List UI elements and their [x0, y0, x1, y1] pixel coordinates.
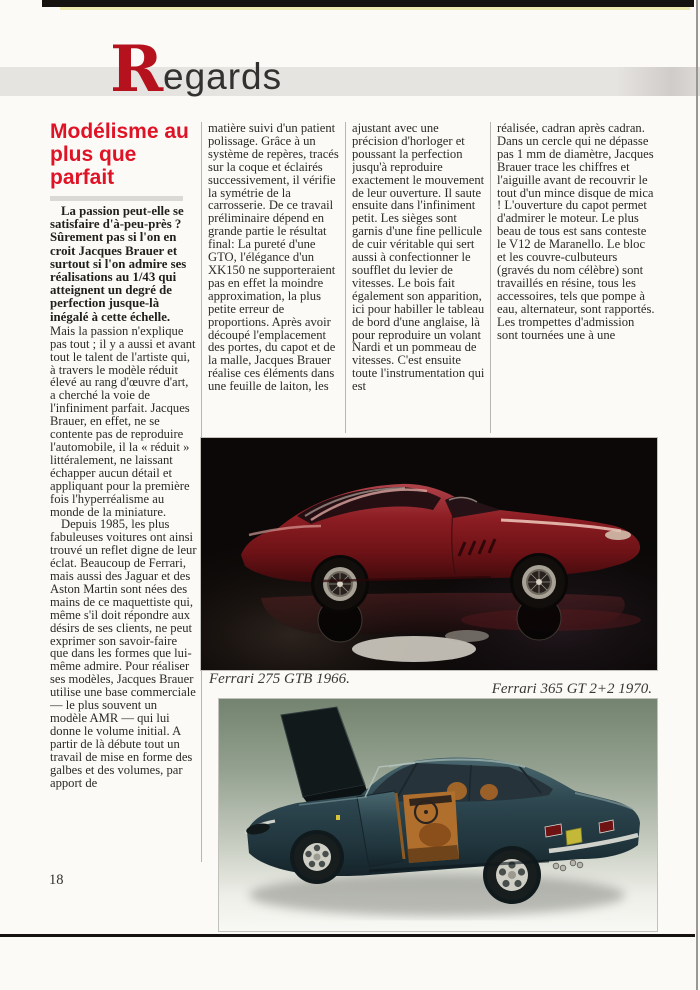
photo-ferrari-275-gtb — [200, 437, 658, 671]
page-number: 18 — [49, 872, 64, 888]
ferrari-275-illustration — [201, 438, 657, 670]
column-separator — [490, 122, 491, 433]
section-title: egards — [163, 56, 283, 97]
article-column-4: réalisée, cadran après cadran. Dans un cercle qui ne dépasse pas 1 mm de diamètre, Jacques Brauer trace les chiffres et l'aiguille avant de recouvrir le tout d'un mince disque de mica ! L'ouverture du capot permet d'admirer le moteur. Le plus beau de tous est sans conteste le V12 de Maranello. Le bloc et les couvre-culbuteurs (gravés du nom célèbre) sont travaillés en résine, tous les accessoires, tels que pompe à eau, alternateur, sont rapportés. Les trompettes d'admission sont tournées une à une — [497, 122, 655, 342]
article-column-2: matière suivi d'un patient polissage. Grâce à un système de repères, tracés sur la coque et éclairés successivement, il vérifie la symétrie de la carrosserie. De ce travail préliminaire dépend en grande partie le résultat final: La pureté d'une GTO, l'élégance d'un XK150 ne supporteraient pas en effet la moindre approximation, la plus petite erreur de proportions. Après avoir découpé l'emplacement des portes, du capot et de la malle, Jacques Brauer réalise ces éléments dans une feuille de laiton, les — [208, 122, 339, 394]
title-underline-rule — [50, 196, 183, 201]
article-title: Modélisme au plus que parfait — [50, 120, 189, 189]
article-intro: La passion peut-elle se satisfaire d'à-peu-près ? Sûrement pas si l'on en croit Jacques Brauer et surtout si l'on admire ses réalisations au 1/43 qui atteignent un degré de perfection jusque-là inégalé à cette échelle. — [50, 205, 187, 324]
column-separator — [345, 122, 346, 433]
article-paragraph: Mais la passion n'explique pas tout ; il y a aussi et avant tout le talent de l'artiste qui, à travers le modèle réduit élevé au rang d'œuvre d'art, a cherché la voie de l'infiniment parfait. Jacques Brauer, en effet, ne se contente pas de reproduire l'automobile, il la « réduit » littéralement, ne laissant échapper aucun détail et appliquant pour la première fois l'hyperréalisme au monde de la miniature. — [50, 323, 196, 519]
article-column-3: ajustant avec une précision d'horloger et poussant la perfection jusqu'à reproduire exactement le mouvement de leur ouverture. Il saute ensuite dans l'infiniment petit. Les sièges sont garnis d'une fine pellicule de cuir véritable qui sert aussi à confectionner le soufflet du levier de vitesses. Le bois fait également son apparition, ici pour habiller le tableau de bord d'une anglaise, là pour reproduire un volant Nardi et un pommeau de vitesses. C'est ensuite toute l'instrumentation qui est — [352, 122, 485, 394]
article-paragraph: Depuis 1985, les plus fabuleuses voitures ont ainsi trouvé un reflet digne de leur éclat. Beaucoup de Ferrari, mais aussi des Jaguar et des Aston Martin sont nées des mains de ce maquettiste qui, même s'il doit répondre aux désirs de ses clients, ne peut exprimer son savoir-faire que dans les formes que lui-même admire. Pour réaliser ses modèles, Jacques Brauer utilise une base commerciale — le plus souvent un modèle AMR — qui lui donne le volume initial. A partir de là débute tout un travail de mise en forme des galbes et des volumes, par apport de — [50, 517, 197, 790]
bottom-rule — [0, 934, 695, 937]
photo2-caption: Ferrari 365 GT 2+2 1970. — [491, 681, 652, 697]
page-scan-edge — [696, 0, 698, 990]
section-initial-letter: R — [110, 32, 164, 107]
article-column-1 — [50, 205, 197, 865]
photo1-caption: Ferrari 275 GTB 1966. — [209, 671, 350, 687]
top-accent-line — [60, 7, 690, 10]
top-rule — [42, 0, 694, 7]
header-gray-band — [0, 67, 700, 96]
photo-ferrari-365-gt — [218, 698, 658, 932]
ferrari-365-illustration — [219, 699, 657, 931]
